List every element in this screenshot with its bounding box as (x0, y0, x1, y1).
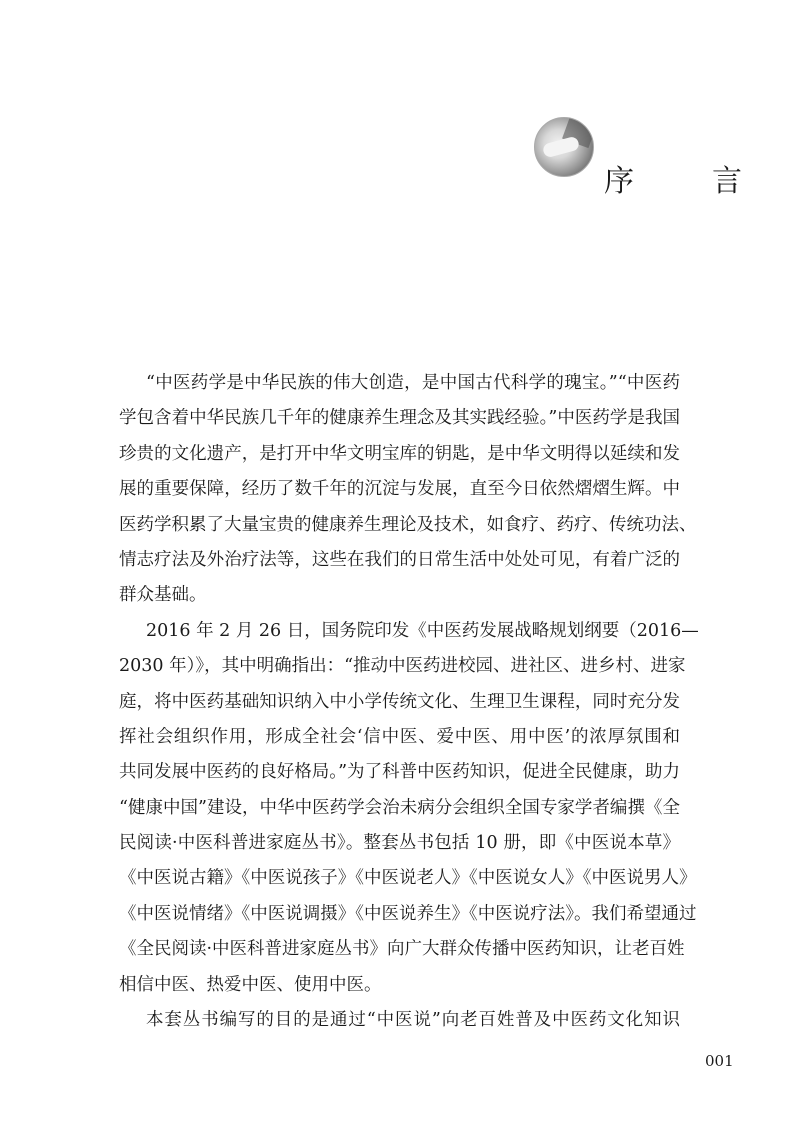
text-line: 《全民阅读·中医科普进家庭丛书》向广大群众传播中医药知识，让老百姓 (119, 939, 685, 960)
text-line: 2030 年）》，其中明确指出：“推动中医药进校园、进社区、进乡村、进家 (119, 656, 686, 677)
text-line: 《中医说情绪》《中医说调摄》《中医说养生》《中医说疗法》。我们希望通过 (119, 903, 697, 924)
text-line: 2016 年 2 月 26 日，国务院印发《中医药发展战略规划纲要（2016— (146, 620, 699, 641)
text-line: 《中医说古籍》《中医说孩子》《中医说老人》《中医说女人》《中医说男人》 (119, 868, 697, 889)
text-line: 庭，将中医药基础知识纳入中小学传统文化、生理卫生课程，同时充分发 (119, 691, 680, 712)
text-line: 情志疗法及外治疗法等，这些在我们的日常生活中处处可见，有着广泛的 (119, 549, 680, 570)
text-line: 民阅读·中医科普进家庭丛书》。整套丛书包括 10 册，即《中医说本草》 (119, 833, 680, 854)
chapter-title: 序 言 (604, 164, 766, 199)
body-text (119, 366, 699, 1038)
text-line: “健康中国”建设，中华中医药学会治未病分会组织全国专家学者编撰《全 (119, 797, 680, 818)
page-number: 001 (705, 1052, 734, 1070)
text-line: 展的重要保障，经历了数千年的沉淀与发展，直至今日依然熠熠生辉。中 (119, 479, 680, 500)
photo-hand (542, 136, 580, 159)
text-line: 学包含着中华民族几千年的健康养生理念及其实践经验。”中医药学是我国 (119, 408, 680, 429)
text-line: 本套丛书编写的目的是通过“中医说”向老百姓普及中医药文化知识 (146, 1010, 680, 1031)
text-line: 医药学积累了大量宝贵的健康养生理论及技术，如食疗、药疗、传统功法、 (119, 514, 697, 535)
text-line: 共同发展中医药的良好格局。”为了科普中医药知识，促进全民健康，助力 (119, 762, 680, 783)
text-line: 挥社会组织作用，形成全社会‘信中医、爱中医、用中医’的浓厚氛围和 (119, 726, 680, 747)
text-line: 相信中医、热爱中医、使用中医。 (119, 974, 382, 995)
text-line: 珍贵的文化遗产，是打开中华文明宝库的钥匙，是中华文明得以延续和发 (119, 443, 680, 464)
text-line: “中医药学是中华民族的伟大创造，是中国古代科学的瑰宝。”“中医药 (146, 373, 680, 393)
chapter-decorative-photo (534, 117, 594, 177)
text-line: 群众基础。 (119, 585, 207, 606)
